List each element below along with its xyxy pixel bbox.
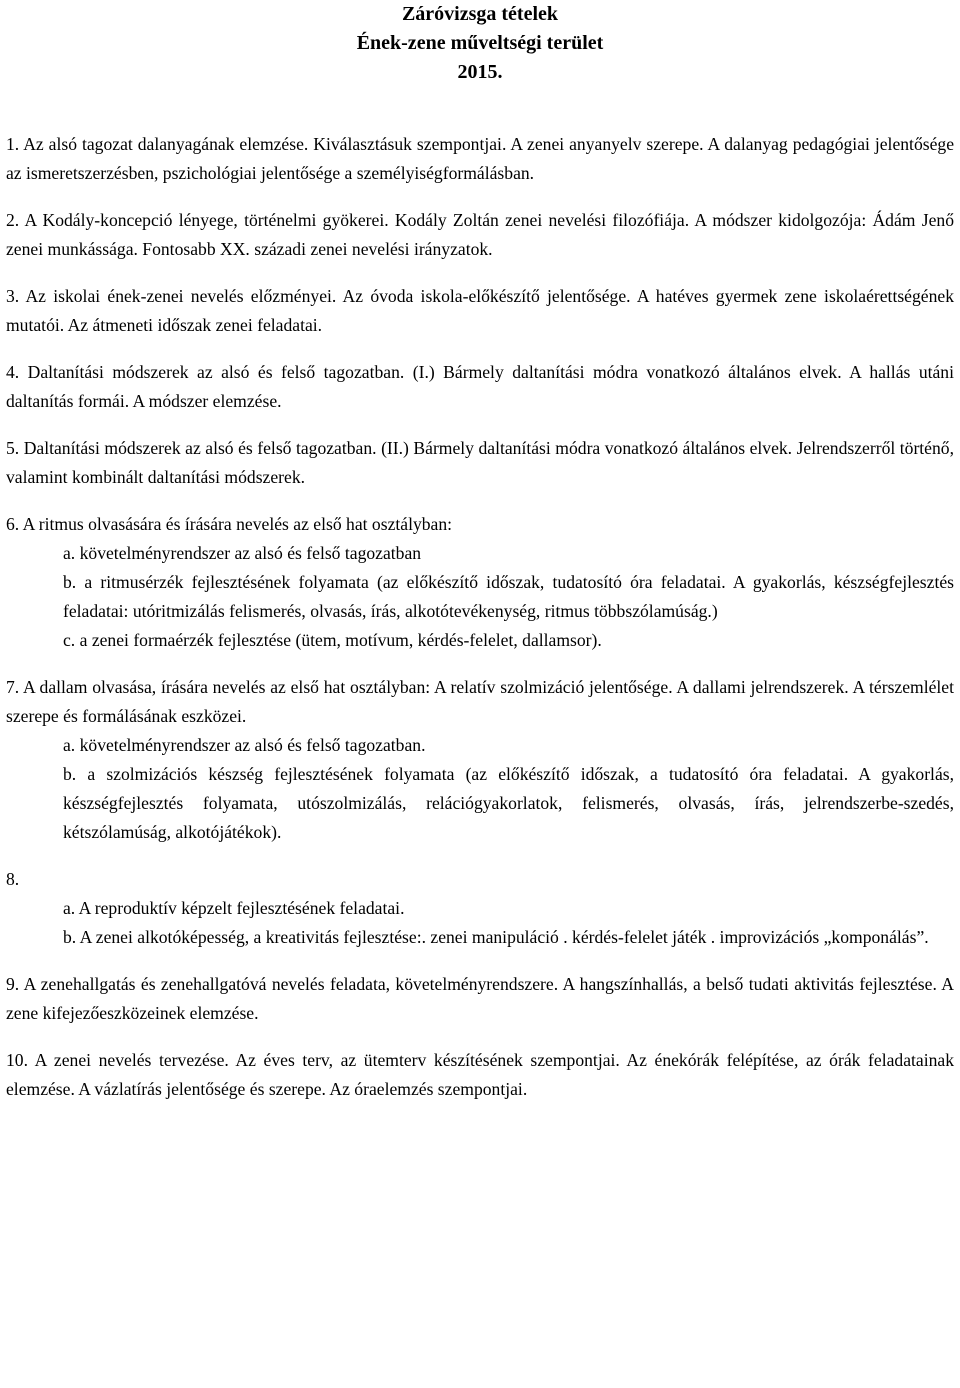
topic-9: 9. A zenehallgatás és zenehallgatóvá nevelés feladata, követelményrendszere. A hangszínhallás, a belső tudati aktivitás fejlesztése. A zene kifejezőeszközeinek elemzése.: [6, 974, 954, 1023]
topic-8-b: b. A zenei alkotóképesség, a kreativitás fejlesztése:. zenei manipuláció . kérdés-felelet játék . improvizációs „komponálás”.: [63, 927, 929, 947]
topic-7-a: a. követelményrendszer az alsó és felső tagozatban.: [63, 735, 426, 755]
topic-6-a: a. követelményrendszer az alsó és felső tagozatban: [63, 543, 422, 563]
document-header: [6, 0, 954, 87]
topic-8-a: a. A reproduktív képzelt fejlesztésének feladatai.: [63, 898, 405, 918]
topic-1: 1. Az alsó tagozat dalanyagának elemzése. Kiválasztásuk szempontjai. A zenei anyanyelv szerepe. A dalanyag pedagógiai jelentősége az ismeretszerzésben, pszichológiai jelentősége a személyiségformálásban.: [6, 134, 954, 183]
header-subtitle: Ének-zene műveltségi terület: [356, 32, 604, 54]
topic-2: 2. A Kodály-koncepció lényege, történelmi gyökerei. Kodály Zoltán zenei nevelési filozófiája. A módszer kidolgozója: Ádám Jenő zenei munkássága. Fontosabb XX. századi zenei nevelési irányzatok.: [6, 210, 954, 259]
header-title: Záróvizsga tételek: [401, 3, 559, 25]
topic-8-title: 8.: [6, 869, 20, 889]
topic-7-b: b. a szolmizációs készség fejlesztésének folyamata (az előkészítő időszak, a tudatosító óra feladatai. A gyakorlás, készségfejlesztés folyamata, utószolmizálás, relációgyakorlatok, felismerés, olvasás, írás, jelrendszerbe-szedés, kétszólamúság, alkotójátékok).: [63, 764, 954, 842]
topic-7-title: 7. A dallam olvasása, írására nevelés az első hat osztályban: A relatív szolmizáció jelentősége. A dallami jelrendszerek. A térszemlélet szerepe és formálásának eszközei.: [6, 677, 954, 726]
topic-6-c: c. a zenei formaérzék fejlesztése (ütem, motívum, kérdés-felelet, dallamsor).: [63, 630, 602, 650]
topic-4: 4. Daltanítási módszerek az alsó és felső tagozatban. (I.) Bármely daltanítási módra vonatkozó általános elvek. A hallás utáni daltanítás formái. A módszer elemzése.: [6, 362, 954, 411]
topic-6-title: 6. A ritmus olvasására és írására nevelés az első hat osztályban:: [6, 514, 453, 534]
topic-6-b: b. a ritmusérzék fejlesztésének folyamata (az előkészítő időszak, tudatosító óra feladatai. A gyakorlás, készségfejlesztés feladatai: utóritmizálás felismerés, olvasás, írás, alkotótevékenység, ritmus többszólamúság.): [63, 572, 954, 621]
topic-3: 3. Az iskolai ének-zenei nevelés előzményei. Az óvoda iskola-előkészítő jelentősége. A hatéves gyermek zene iskolaérettségének mutatói. Az átmeneti időszak zenei feladatai.: [6, 286, 954, 335]
topic-5: 5. Daltanítási módszerek az alsó és felső tagozatban. (II.) Bármely daltanítási módra vonatkozó általános elvek. Jelrendszerről történő, valamint kombinált daltanítási módszerek.: [6, 438, 954, 487]
header-year: 2015.: [457, 61, 503, 83]
topic-10: 10. A zenei nevelés tervezése. Az éves terv, az ütemterv készítésének szempontjai. Az énekórák felépítése, az órák feladatainak elemzése. A vázlatírás jelentősége és szerepe. Az óraelemzés szempontjai.: [6, 1050, 954, 1099]
